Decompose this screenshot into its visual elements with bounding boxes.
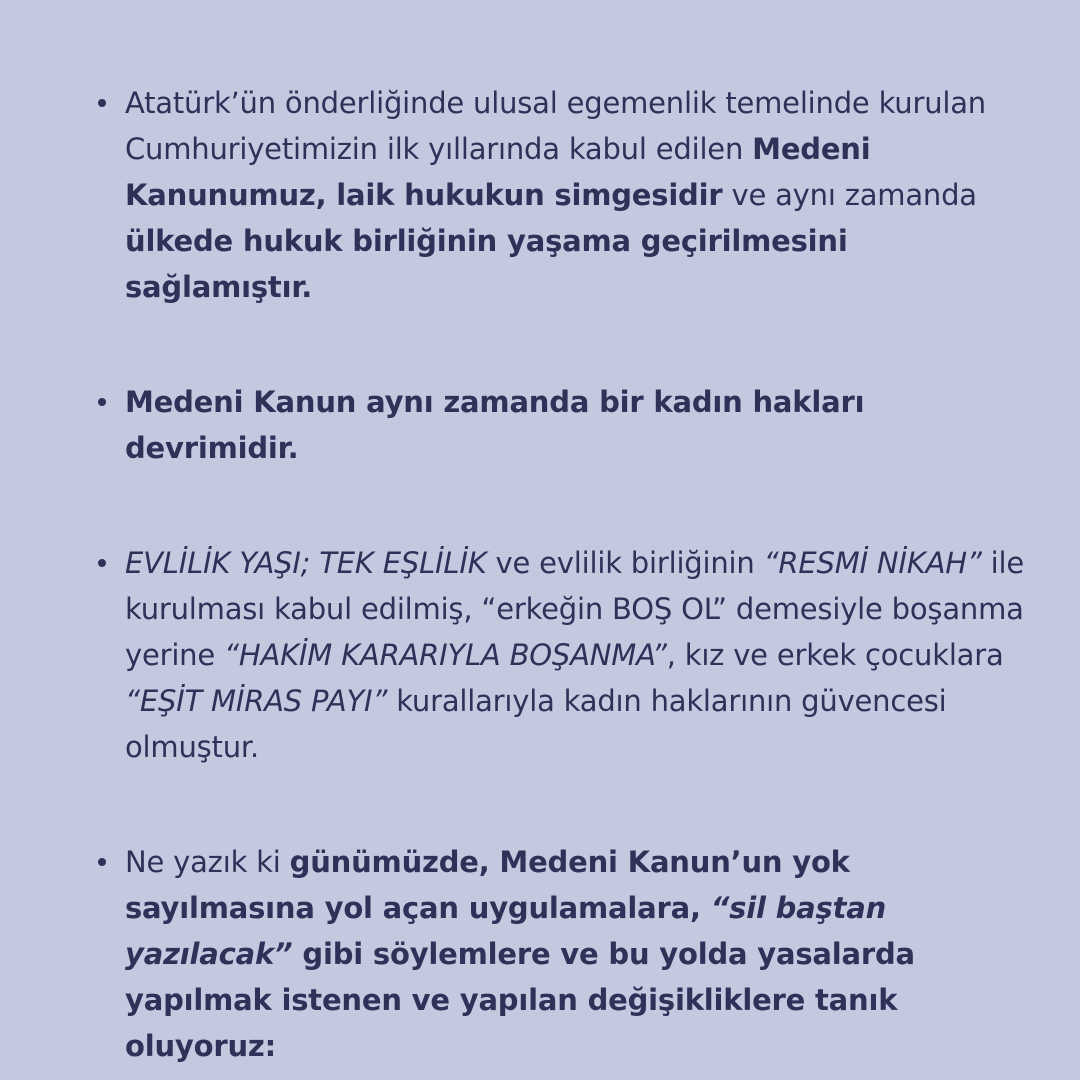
bullet-segment-bold: günümüzde, Medeni Kanun’un yok sayılmasına yol açan uygulamalara, bbox=[125, 845, 850, 925]
bullet-segment-italic: EVLİLİK YAŞI; TEK EŞLİLİK bbox=[125, 546, 487, 580]
bullet-segment: kurallarıyla kadın haklarının güvencesi olmuştur. bbox=[125, 684, 947, 764]
bullet-segment: ile kurulması kabul edilmiş, “erkeğin BOŞ OL” demesiyle boşanma yerine bbox=[125, 546, 1025, 672]
bullet-segment-bold: ülkede hukuk birliğinin yaşama geçirilmesini sağlamıştır. bbox=[125, 224, 848, 304]
bullet-segment: Atatürk’ün önderliğinde ulusal egemenlik temelinde kurulan Cumhuriyetimizin ilk yıllarında kabul edilen bbox=[125, 86, 986, 166]
bullet-segment-italic: “HAKİM KARARIYLA BOŞANMA” bbox=[224, 638, 667, 672]
bullet-segment: Ne yazık ki bbox=[125, 845, 290, 879]
bullet-segment: ve evlilik birliğinin bbox=[486, 546, 764, 580]
bullet-item-evlilik-ve-miras bbox=[125, 540, 1025, 770]
bullet-segment: , kız ve erkek çocuklara bbox=[666, 638, 1004, 672]
bullet-segment-bold: Medeni Kanun aynı zamanda bir kadın hakları devrimidir. bbox=[125, 385, 865, 465]
bullet-list bbox=[125, 80, 1025, 1069]
bullet-segment-italic: “EŞİT MİRAS PAYI” bbox=[125, 684, 388, 718]
bullet-item-kadin-haklari-devrimi bbox=[125, 379, 1025, 471]
bullet-item-medeni-kanun-laik-hukuk bbox=[125, 80, 1025, 310]
bullet-segment-bold: Medeni Kanunumuz, laik hukukun simgesidir bbox=[125, 132, 871, 212]
bullet-segment-italic: “RESMİ NİKAH” bbox=[763, 546, 982, 580]
bullet-item-gunumuz-uygulamalari bbox=[125, 839, 1025, 1069]
bullet-segment-bold: gibi söylemlere ve bu yolda yasalarda yapılmak istenen ve yapılan değişikliklere tanık oluyoruz: bbox=[125, 937, 915, 1063]
bullet-segment: ve aynı zamanda bbox=[722, 178, 977, 212]
bullet-segment-bold-italic-text: “sil baştan yazılacak” bbox=[125, 891, 887, 971]
